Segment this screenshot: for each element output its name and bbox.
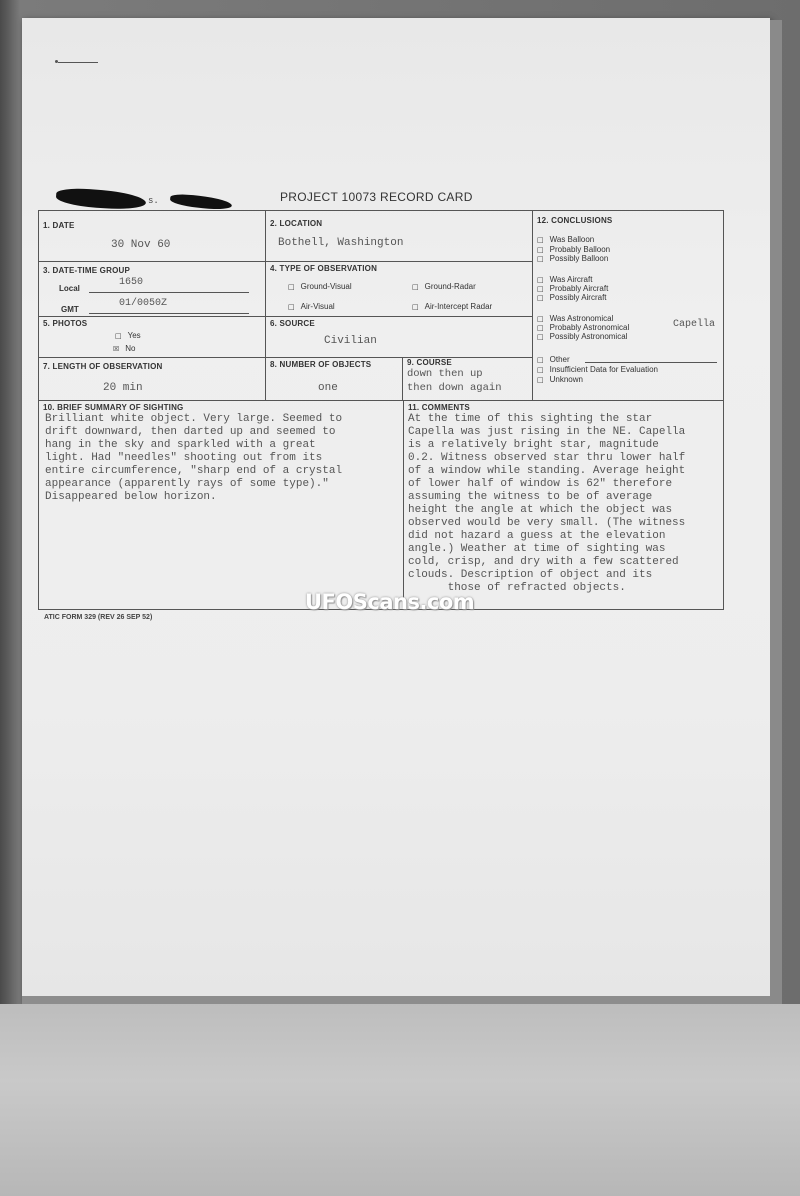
gmt-value: 01/0050Z [119, 298, 168, 309]
observation-type-cell [265, 261, 533, 317]
length-label: 7. LENGTH OF OBSERVATION [43, 362, 163, 371]
comments-line: 0.2. Witness observed star thru lower half [408, 452, 686, 464]
comments-line: At the time of this sighting the star [408, 413, 653, 425]
other-underline [585, 362, 717, 363]
comments-line: assuming the witness to be of average [408, 491, 653, 503]
option-ground-visual: □ Ground-Visual [288, 282, 352, 291]
dtg-cell [38, 261, 266, 317]
comments-line: angle.) Weather at time of sighting was [408, 543, 666, 555]
photos-cell [38, 316, 266, 358]
checkbox-icon: □ [288, 283, 295, 291]
conclusion-possibly-aircraft: □ Possibly Aircraft [537, 293, 607, 302]
option-air-visual: □ Air-Visual [288, 302, 335, 311]
form-id: ATIC FORM 329 (REV 26 SEP 52) [44, 614, 153, 621]
local-value: 1650 [119, 277, 144, 288]
comments-line: height the angle at which the object was [408, 504, 673, 516]
checkbox-icon: □ [537, 366, 544, 374]
header-fragment: s. [148, 196, 159, 206]
comments-line: did not hazard a guess at the elevation [408, 530, 666, 542]
date-label: 1. DATE [43, 221, 75, 230]
date-cell [38, 210, 266, 262]
num-objects-cell [265, 357, 403, 401]
course-line-2: then down again [407, 382, 502, 394]
summary-label: 10. BRIEF SUMMARY OF SIGHTING [43, 403, 184, 412]
comments-line: clouds. Description of object and its [408, 569, 653, 581]
gmt-label: GMT [61, 305, 79, 314]
photos-no: ☒ No [113, 344, 136, 353]
location-cell [265, 210, 533, 262]
conclusion-probably-balloon: □ Probably Balloon [537, 245, 611, 254]
comments-line: observed would be very small. (The witness [408, 517, 686, 529]
summary-line: Brilliant white object. Very large. Seemed to [45, 413, 343, 425]
num-objects-value: one [318, 382, 338, 394]
length-cell [38, 357, 266, 401]
comments-line: of lower half of window is 62" therefore [408, 478, 673, 490]
local-label: Local [59, 284, 80, 293]
summary-line: entire circumference, "sharp end of a crystal [45, 465, 343, 477]
astronomical-note: Capella [673, 319, 716, 330]
scan-mark [58, 62, 98, 63]
summary-line: hang in the sky and sparkled with a great [45, 439, 316, 451]
source-cell [265, 316, 533, 358]
conclusion-possibly-astronomical: □ Possibly Astronomical [537, 332, 628, 341]
watermark: UFOScans.com [305, 590, 475, 614]
num-objects-label: 8. NUMBER OF OBJECTS [270, 360, 372, 369]
conclusion-was-astronomical: □ Was Astronomical [537, 314, 614, 323]
checkbox-icon: □ [537, 276, 544, 284]
checkbox-icon: □ [537, 236, 544, 244]
length-value: 20 min [103, 382, 143, 394]
conclusion-other: □ Other [537, 355, 570, 364]
summary-line: appearance (apparently rays of some type)." [45, 478, 329, 490]
checkbox-icon: □ [537, 376, 544, 384]
scan-speck [55, 60, 58, 63]
conclusion-was-aircraft: □ Was Aircraft [537, 275, 593, 284]
course-cell [402, 357, 533, 401]
observation-type-label: 4. TYPE OF OBSERVATION [270, 264, 378, 273]
checkbox-icon: □ [537, 324, 544, 332]
date-value: 30 Nov 60 [111, 239, 171, 251]
location-label: 2. LOCATION [270, 219, 323, 228]
course-line-1: down then up [407, 368, 483, 380]
course-label: 9. COURSE [407, 358, 452, 367]
source-value: Civilian [324, 335, 377, 347]
checkbox-icon: □ [537, 356, 544, 364]
comments-line: of a window while standing. Average height [408, 465, 686, 477]
comments-cell [403, 400, 724, 610]
checkbox-icon: □ [412, 303, 419, 311]
conclusion-possibly-balloon: □ Possibly Balloon [537, 254, 609, 263]
dtg-label: 3. DATE-TIME GROUP [43, 266, 131, 275]
checkbox-icon: □ [537, 315, 544, 323]
conclusion-insufficient-data: □ Insufficient Data for Evaluation [537, 365, 658, 374]
summary-cell [38, 400, 404, 610]
checkbox-icon: □ [537, 246, 544, 254]
checkbox-icon: □ [115, 332, 122, 340]
checkbox-icon: □ [537, 294, 544, 302]
scanner-bed [0, 1004, 800, 1196]
summary-line: light. Had "needles" shooting out from its [45, 452, 323, 464]
comments-line: those of refracted objects. [408, 582, 626, 594]
record-card [38, 210, 724, 610]
checkbox-icon: □ [537, 333, 544, 341]
gmt-underline [89, 313, 249, 314]
location-value: Bothell, Washington [278, 237, 404, 249]
conclusions-label: 12. CONCLUSIONS [537, 216, 613, 225]
conclusion-was-balloon: □ Was Balloon [537, 235, 595, 244]
summary-line: Disappeared below horizon. [45, 491, 217, 503]
checkbox-icon: □ [288, 303, 295, 311]
comments-label: 11. COMMENTS [408, 403, 470, 412]
conclusion-unknown: □ Unknown [537, 375, 583, 384]
source-label: 6. SOURCE [270, 319, 315, 328]
option-air-intercept-radar: □ Air-Intercept Radar [412, 302, 493, 311]
card-title: PROJECT 10073 RECORD CARD [280, 190, 473, 204]
conclusions-cell [532, 210, 724, 401]
summary-line: drift downward, then darted up and seemed to [45, 426, 336, 438]
comments-line: cold, crisp, and dry with a few scattered [408, 556, 679, 568]
checkbox-icon: □ [537, 255, 544, 263]
photos-yes: □ Yes [115, 331, 141, 340]
option-ground-radar: □ Ground-Radar [412, 282, 476, 291]
comments-line: Capella was just rising in the NE. Capella [408, 426, 686, 438]
checkbox-icon: □ [537, 285, 544, 293]
comments-line: is a relatively bright star, magnitude [408, 439, 659, 451]
conclusion-probably-aircraft: □ Probably Aircraft [537, 284, 609, 293]
paper-edge [770, 20, 782, 1004]
checkbox-icon: ☒ [113, 345, 120, 353]
conclusion-probably-astronomical: □ Probably Astronomical [537, 323, 630, 332]
local-underline [89, 292, 249, 293]
checkbox-icon: □ [412, 283, 419, 291]
photos-label: 5. PHOTOS [43, 319, 88, 328]
